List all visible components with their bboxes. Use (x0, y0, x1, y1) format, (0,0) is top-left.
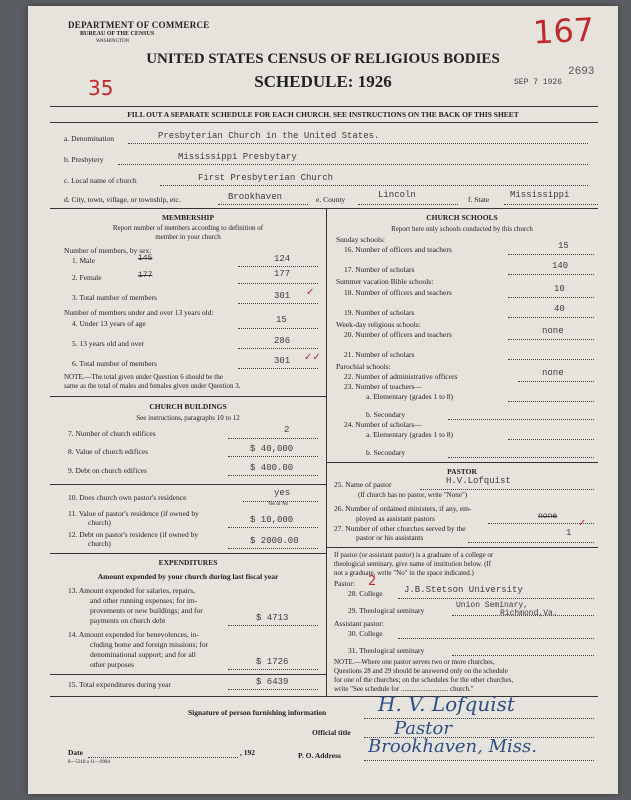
divider (50, 553, 326, 554)
q14-label-cont: other purposes (90, 660, 134, 669)
pastor-note: write "See schedule for ........................... church." (334, 685, 474, 693)
signature-label: Signature of person furnishing information (188, 708, 327, 717)
q29-label: 29. Theological seminary (348, 606, 425, 615)
po-address-field[interactable]: Brookhaven, Miss. (368, 736, 537, 757)
schools-heading: CHURCH SCHOOLS (426, 213, 498, 222)
q23b-line (448, 419, 594, 420)
pastor-note: NOTE.—Where one pastor serves two or more churches, (334, 658, 495, 666)
q24b-line (448, 457, 594, 458)
form-code: 8—5318 a 11—9984 (68, 760, 111, 765)
q23b-label: b. Secondary (366, 410, 406, 419)
divider (50, 106, 598, 107)
q8-label: 8. Value of church edifices (68, 447, 149, 456)
q25-field[interactable]: H.V.Lofquist (446, 476, 511, 486)
q4-field[interactable]: 15 (276, 315, 287, 325)
q6-line (238, 368, 318, 369)
q15-line (228, 689, 318, 690)
signature-field[interactable]: H. V. Lofquist (378, 692, 515, 716)
date-line (88, 757, 238, 758)
divider (326, 462, 598, 463)
schedule-title: SCHEDULE: 1926 (254, 72, 392, 91)
divider (50, 208, 598, 209)
q27-label-cont: pastor or his assistants (356, 533, 424, 542)
q8-line (228, 456, 318, 457)
official-title-field[interactable]: Pastor (394, 718, 452, 739)
q12-field[interactable]: $ 2000.00 (250, 536, 299, 546)
q13-label-cont: provements or new buildings; and for (90, 606, 203, 615)
q18-field[interactable]: 10 (554, 284, 565, 294)
received-stamp-date: SEP 7 1926 (514, 78, 563, 87)
city-field[interactable]: Brookhaven (228, 192, 283, 202)
po-address-line (364, 760, 594, 761)
q24a-line (508, 439, 594, 440)
q21-line (508, 359, 594, 360)
q7-label: 7. Number of church edifices (68, 429, 156, 438)
q22-label: 22. Number of administrative officers (344, 372, 458, 381)
presbytery-line (118, 164, 588, 165)
q11-label-cont: church) (88, 518, 111, 527)
q24b-label: b. Secondary (366, 448, 406, 457)
weekday-schools-label: Week-day religious schools: (336, 320, 421, 329)
q10-hint: Yes or No (268, 502, 289, 507)
q26-field[interactable]: none (538, 512, 558, 521)
q25-label: 25. Name of pastor (334, 480, 392, 489)
q1-label: 1. Male (72, 256, 95, 265)
q20-field[interactable]: none (542, 326, 564, 336)
q26-label-cont: ployed as assistant pastors (356, 514, 435, 523)
handwritten-number-top: 167 (532, 10, 596, 52)
q11-label: 11. Value of pastor's residence (if owned by (68, 509, 199, 518)
sunday-schools-label: Sunday schools: (336, 235, 385, 244)
county-label: e. County (316, 195, 346, 204)
q9-line (228, 475, 318, 476)
pastor-handwritten-mark: 2 (368, 574, 377, 589)
q7-field[interactable]: 2 (284, 425, 290, 435)
q23a-line (508, 401, 594, 402)
q10-field[interactable]: yes (274, 488, 291, 498)
q28-label: 28. College (348, 589, 383, 598)
q26-label: 26. Number of ordained ministers, if any, em- (334, 504, 472, 513)
divider (50, 674, 326, 675)
q27-line (468, 542, 594, 543)
q23a-label: a. Elementary (grades 1 to 8) (366, 392, 454, 401)
received-stamp-number: 2693 (568, 66, 595, 78)
q30-label: 30. College (348, 629, 383, 638)
q7-line (228, 438, 318, 439)
q11-line (228, 527, 318, 528)
buildings-sub: See instructions, paragraphs 10 to 12 (136, 414, 240, 422)
denomination-field[interactable]: Presbyterian Church in the United States. (158, 131, 380, 141)
q1-struck-value: 145 (138, 254, 153, 263)
q13-label-cont: and other running expenses; for im- (90, 596, 198, 605)
divider (50, 122, 598, 123)
q27-field[interactable]: 1 (566, 528, 572, 538)
q1-field[interactable]: 124 (274, 254, 291, 264)
q3-field[interactable]: 301 (274, 291, 291, 301)
q24a-label: a. Elementary (grades 1 to 8) (366, 430, 454, 439)
q14-label: 14. Amount expended for benevolences, in- (68, 630, 200, 639)
q23-label: 23. Number of teachers— (344, 382, 422, 391)
q12-line (228, 548, 318, 549)
state-field[interactable]: Mississippi (510, 190, 570, 200)
q21-label: 21. Number of scholars (344, 350, 415, 359)
q5-line (238, 348, 318, 349)
q31-label: 31. Theological seminary (348, 646, 425, 655)
q24-label: 24. Number of scholars— (344, 420, 422, 429)
membership-heading: MEMBERSHIP (161, 213, 215, 222)
q3-label: 3. Total number of members (72, 293, 157, 302)
q31-line (452, 655, 594, 656)
expenditures-heading: EXPENDITURES (158, 558, 218, 567)
washington-heading: WASHINGTON (96, 39, 130, 44)
membership-sub: member in your church (155, 233, 221, 241)
q17-field[interactable]: 140 (552, 261, 569, 271)
q13-label: 13. Amount expended for salaries, repairs, (68, 586, 196, 595)
department-heading: DEPARTMENT OF COMMERCE (68, 20, 210, 30)
pastor-note: Questions 28 and 29 should be answered only on the schedule (334, 667, 508, 675)
by-age-label: Number of members under and over 13 years old: (64, 308, 214, 317)
q19-label: 19. Number of scholars (344, 308, 415, 317)
q17-label: 17. Number of scholars (344, 265, 415, 274)
denomination-line (128, 143, 588, 144)
check-mark-icon: ✓✓ (304, 352, 321, 363)
presbytery-field[interactable]: Mississippi Presbytary (178, 152, 297, 162)
q12-label: 12. Debt on pastor's residence (if owned by (68, 530, 199, 539)
q16-label: 16. Number of officers and teachers (344, 245, 452, 254)
expenditures-sub: Amount expended by your church during last fiscal year (97, 572, 279, 581)
instruction-banner: FILL OUT A SEPARATE SCHEDULE FOR EACH CHURCH. SEE INSTRUCTIONS ON THE BACK OF THIS SHEET (127, 110, 519, 119)
church-name-field[interactable]: First Presbyterian Church (198, 173, 334, 183)
q20-label: 20. Number of officers and teachers (344, 330, 452, 339)
q14-line (228, 669, 318, 670)
check-mark-icon: ✓ (306, 287, 315, 298)
q25-note: (If church has no pastor, write "None") (358, 491, 468, 499)
membership-note: same as the total of males and females given under Question 3. (64, 382, 241, 390)
church-name-label: c. Local name of church (64, 176, 137, 185)
assistant-pastor-label: Assistant pastor: (334, 619, 384, 628)
q22-line (518, 381, 594, 382)
q28-line (398, 598, 594, 599)
q12-label-cont: church) (88, 539, 111, 548)
census-schedule-sheet (28, 6, 618, 794)
divider (50, 396, 326, 397)
date-label: Date (68, 748, 83, 757)
county-line (358, 204, 458, 205)
q17-line (508, 274, 594, 275)
parochial-schools-label: Parochial schools: (336, 362, 391, 371)
q2-field[interactable]: 177 (274, 269, 291, 279)
pastor-info: not a graduate, write "No" in the space indicated.) (334, 569, 474, 577)
divider (326, 547, 598, 548)
q29-field-line2[interactable]: Richmond,Va. (500, 609, 558, 618)
q9-field[interactable]: $ 400.00 (250, 463, 294, 473)
q20-line (508, 339, 594, 340)
q15-field[interactable]: $ 6439 (256, 677, 289, 687)
column-divider (326, 208, 327, 696)
schools-sub: Report here only schools conducted by this church (391, 225, 533, 233)
q10-label: 10. Does church own pastor's residence (68, 493, 187, 502)
q13-field[interactable]: $ 4713 (256, 613, 289, 623)
date-year: , 192 (240, 748, 255, 757)
q29-field-line1[interactable]: Union Seminary, (456, 601, 529, 610)
q5-field[interactable]: 286 (274, 336, 291, 346)
presbytery-label: b. Presbytery (64, 155, 104, 164)
pastor-sub-label: Pastor: (334, 579, 355, 588)
q2-struck-value: 177 (138, 271, 153, 280)
po-address-label: P. O. Address (298, 751, 341, 760)
q22-field[interactable]: none (542, 368, 564, 378)
by-sex-label: Number of members, by sex: (64, 246, 152, 255)
q4-line (238, 328, 318, 329)
q14-label-cont: cluding home and foreign missions; for (90, 640, 209, 649)
q5-label: 5. 13 years old and over (72, 339, 145, 348)
q13-label-cont: payments on church debt (90, 616, 166, 625)
q2-label: 2. Female (72, 273, 102, 282)
q19-field[interactable]: 40 (554, 304, 565, 314)
denomination-label: a. Denomination (64, 134, 114, 143)
membership-sub: Report number of members according to definition of (112, 224, 264, 232)
q1-line (238, 266, 318, 267)
q16-field[interactable]: 15 (558, 241, 569, 251)
official-title-label: Official title (312, 728, 351, 737)
q4-label: 4. Under 13 years of age (72, 319, 146, 328)
q8-field[interactable]: $ 40,000 (250, 444, 294, 454)
church-name-line (160, 185, 588, 186)
q6-field[interactable]: 301 (274, 356, 291, 366)
q30-line (398, 638, 594, 639)
q14-field[interactable]: $ 1726 (256, 657, 289, 667)
county-field[interactable]: Lincoln (378, 190, 416, 200)
membership-note: NOTE.—The total given under Question 6 should be the (64, 373, 223, 381)
q16-line (508, 254, 594, 255)
handwritten-number-left: 35 (88, 76, 114, 100)
check-mark-icon: ✓ (578, 518, 587, 529)
city-label: d. City, town, village, or township, etc. (64, 195, 181, 204)
state-label: f. State (468, 195, 490, 204)
q18-line (508, 297, 594, 298)
buildings-heading: CHURCH BUILDINGS (149, 402, 227, 411)
bureau-heading: BUREAU OF THE CENSUS (80, 31, 155, 37)
q3-line (238, 303, 318, 304)
q19-line (508, 317, 594, 318)
pastor-note: for one of the churches; on the schedules for the other churches, (334, 676, 514, 684)
q28-field[interactable]: J.B.Stetson University (404, 585, 523, 595)
q13-line (228, 625, 318, 626)
q18-label: 18. Number of officers and teachers (344, 288, 452, 297)
pastor-heading: PASTOR (447, 467, 477, 476)
q9-label: 9. Debt on church edifices (68, 466, 147, 475)
pastor-info: theological seminary, give name of institution below. (If (334, 560, 492, 568)
q14-label-cont: denominational support; and for all (90, 650, 196, 659)
q6-label: 6. Total number of members (72, 359, 157, 368)
q11-field[interactable]: $ 10,000 (250, 515, 294, 525)
q25-line (420, 489, 594, 490)
summer-schools-label: Summer vacation Bible schools: (336, 277, 434, 286)
q15-label: 15. Total expenditures during year (68, 680, 171, 689)
divider (50, 696, 598, 697)
form-title: UNITED STATES CENSUS OF RELIGIOUS BODIES (146, 51, 500, 67)
q2-line (238, 283, 318, 284)
pastor-info: If pastor (or assistant pastor) is a graduate of a college or (334, 551, 494, 559)
state-line (504, 204, 598, 205)
city-line (218, 204, 308, 205)
q27-label: 27. Number of other churches served by the (334, 524, 466, 533)
divider (50, 484, 326, 485)
